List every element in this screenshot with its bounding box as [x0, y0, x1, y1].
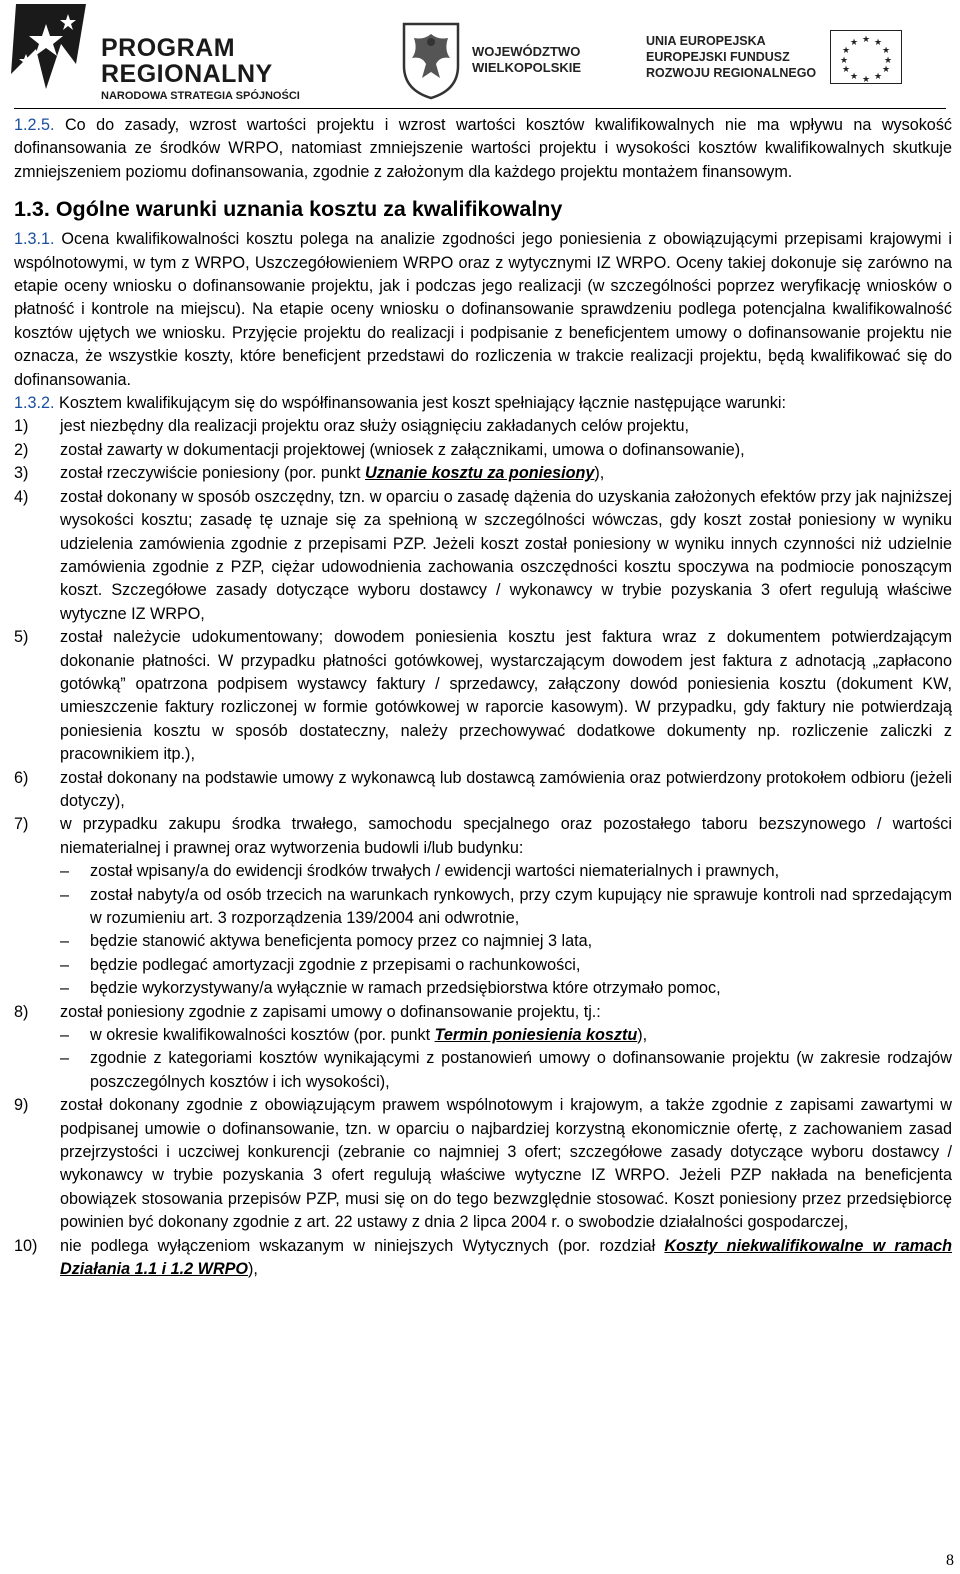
list-index: 6): [14, 768, 29, 787]
sub-item-text: będzie wykorzystywany/a wyłącznie w ramach przedsiębiorstwa które otrzymało pomoc,: [90, 979, 721, 998]
svg-text:★: ★: [881, 65, 891, 75]
sub-item: [60, 884, 952, 931]
dash-marker: –: [60, 955, 70, 974]
paragraph-number: 1.3.2.: [14, 394, 55, 413]
stars-emblem-icon: [6, 4, 96, 104]
program-title-line2: REGIONALNY: [101, 60, 273, 88]
program-title-line1: PROGRAM: [101, 34, 236, 62]
dash-marker: –: [60, 979, 70, 998]
svg-text:★: ★: [849, 38, 859, 48]
svg-text:★: ★: [861, 35, 871, 45]
sub-item-text: został wpisany/a do ewidencji środków trwałych / ewidencji wartości niematerialnych i prawnych,: [90, 862, 780, 881]
paragraph-1-3-1: [14, 228, 952, 392]
svg-text:★: ★: [849, 72, 859, 82]
sub-item: [60, 860, 952, 883]
sub-item: [60, 930, 952, 953]
svg-text:★: ★: [873, 72, 883, 82]
list-item: [14, 767, 952, 814]
list-text-pre: nie podlega wyłączeniom wskazanym w niniejszych Wytycznych (por. rozdział: [60, 1236, 665, 1255]
cross-reference-link[interactable]: Koszty niekwalifikowalne w ramach Działania 1.1 i 1.2 WRPO: [60, 1236, 952, 1279]
section-heading: 1.3. Ogólne warunki uznania kosztu za kwalifikowalny: [14, 197, 563, 222]
paragraph-text: Co do zasady, wzrost wartości projektu i wzrost wartości kosztów kwalifikowalnych nie ma wpływu na wysokość dofinansowania ze środków WRPO, natomiast zmniejszenie wartości projektu i wysokości kosztów kwalifikowalnych skutkuje zmniejszeniem poziomu dofinansowania, zgodnie z założonym dla każdego projektu montażem finansowym.: [14, 116, 953, 181]
list-item: [14, 439, 952, 462]
list-item: [14, 1094, 952, 1234]
sub-item-text-pre: w okresie kwalifikowalności kosztów (por. punkt: [90, 1026, 435, 1045]
list-item: [14, 1235, 952, 1282]
sub-item-text: został nabyty/a od osób trzecich na warunkach rynkowych, przy czym kupujący nie sprawuje kontroli nad sprzedającym w rozumieniu art. 3 rozporządzenia 139/2004 ani odwrotnie,: [90, 885, 952, 927]
list-index: 4): [14, 487, 29, 506]
svg-text:★: ★: [839, 56, 849, 66]
list-text: [60, 462, 952, 485]
sub-item-text-post: ),: [637, 1026, 648, 1045]
svg-text:★: ★: [873, 38, 883, 48]
list-text: [60, 1235, 952, 1282]
sub-item-text: zgodnie z kategoriami kosztów wynikającymi z postanowień umowy o dofinansowanie projektu (w zakresie rodzajów poszczególnych kosztów i ich wysokości),: [90, 1049, 952, 1091]
list-text: został dokonany na podstawie umowy z wykonawcą lub dostawcą zamówienia oraz potwierdzony protokołem odbioru (jeżeli dotyczy),: [60, 768, 952, 810]
wojewodztwo-line2: WIELKOPOLSKIE: [472, 60, 582, 75]
svg-text:★: ★: [841, 46, 851, 56]
dash-marker: –: [60, 862, 70, 881]
dash-marker: –: [60, 1026, 70, 1045]
list-text: jest niezbędny dla realizacji projektu oraz służy osiągnięciu zakładanych celów projektu,: [60, 417, 689, 436]
eu-fund-logo: [640, 22, 950, 102]
list-text-post: ),: [594, 464, 605, 483]
paragraph-number: 1.3.1.: [14, 230, 55, 249]
page-header: [0, 0, 960, 110]
list-item: [14, 813, 952, 1000]
list-index: 2): [14, 440, 29, 459]
paragraph-text: Kosztem kwalifikującym się do współfinansowania jest koszt spełniający łącznie następujące warunki:: [59, 394, 786, 413]
list-text-pre: został rzeczywiście poniesiony (por. punkt: [60, 464, 366, 483]
cross-reference-link[interactable]: Uznanie kosztu za poniesiony: [365, 464, 595, 483]
list-item: [14, 462, 952, 485]
dash-marker: –: [60, 1049, 70, 1068]
list-item: [14, 486, 952, 626]
header-divider: [14, 108, 946, 109]
list-text-main: w przypadku zakupu środka trwałego, samochodu specjalnego oraz pozostałego taboru bezszynowego / wartości niematerialnej i prawnej oraz wytworzenia budowli i/lub budynku:: [60, 815, 952, 857]
list-text: [60, 813, 952, 1000]
eu-flag-icon: [830, 30, 902, 84]
eu-line1: UNIA EUROPEJSKA: [646, 34, 766, 48]
sub-item: [60, 1024, 952, 1047]
list-item: [14, 415, 952, 438]
sub-item-text: będzie stanowić aktywa beneficjenta pomocy przez co najmniej 3 lata,: [90, 932, 593, 951]
paragraph-number: 1.2.5.: [14, 116, 55, 134]
sub-item-text: [90, 1024, 952, 1047]
paragraph-1-2-5: [14, 114, 952, 184]
conditions-list: [14, 415, 952, 1281]
list-item: [14, 1001, 952, 1095]
program-subtitle: NARODOWA STRATEGIA SPÓJNOŚCI: [101, 90, 300, 102]
cross-reference-link[interactable]: Termin poniesienia kosztu: [434, 1026, 638, 1045]
list-index: 8): [14, 1002, 29, 1021]
list-index: 7): [14, 815, 29, 834]
wojewodztwo-logo: [400, 20, 600, 100]
list-text: został dokonany w sposób oszczędny, tzn. w oparciu o zasadę dążenia do uzyskania założonych efektów przy jak najniższej wysokości kosztu; zasadę tę uznaje się za spełnioną w szczególności wówczas, gdy koszt został poniesiony w wyniku udzielenia zamówienia zgodnie z przepisami PZP. Jeżeli koszt został poniesiony w wyniku innych czynności niż udzielnie zamówienia zgodnie z PZP, ciężar udowodnienia zachowania oszczędności kosztu spoczywa na podmiocie ponoszącym koszt. Szczegółowe zasady dotyczące wyboru dostawcy / wykonawcy w trybie pozyskania 3 ofert regulują właściwe wytyczne IZ WRPO,: [60, 487, 952, 623]
list-index: 1): [14, 417, 29, 436]
eu-line2: EUROPEJSKI FUNDUSZ: [646, 50, 790, 64]
sub-item: [60, 1047, 952, 1094]
list-item: [14, 626, 952, 766]
dash-marker: –: [60, 932, 70, 951]
list-text-post: ),: [248, 1260, 258, 1279]
svg-text:★: ★: [881, 46, 891, 56]
paragraph-text: Ocena kwalifikowalności kosztu polega na analizie zgodności jego poniesienia z obowiązującymi przepisami krajowymi i wspólnotowymi, w tym z WRPO, Uszczegółowieniem WRPO oraz z wytycznymi IZ WRPO. Oceny takiej dokonuje się zarówno na etapie oceny wniosku o dofinansowanie projektu, jak i podczas jego realizacji (w szczególności poprzez weryfikację wniosków o płatność i kontrole na miejscu). Na etapie oceny wniosku o dofinansowanie sprawdzeniu podlega potencjalna kwalifikowalność kosztów ujętych we wniosku. Przyjęcie projektu do realizacji i podpisanie z beneficjentem umowy o dofinansowanie projektu nie oznacza, że wszystkie koszty, które beneficjent przedstawi do rozliczenia w trakcie realizacji projektu, będą kwalifikować się do dofinansowania.: [14, 230, 952, 389]
list-text: został należycie udokumentowany; dowodem poniesienia kosztu jest faktura wraz z dokumentem potwierdzającym dokonanie płatności. W przypadku płatności gotówkowej, wystarczającym dowodem jest faktura z adnotacją „zapłacono gotówką” opatrzona podpisem wystawcy faktury / sprzedawcy, załączony dowód poniesienia kosztu (dokument KW, umieszczenie faktury rozliczonej w formie gotówkowej w raporcie kasowym). W przypadku, gdy faktury nie potwierdzają poniesienia kosztu w sposób dostateczny, należy przechowywać dodatkowe dokumenty np. rozliczenie zaliczki z pracownikiem itp.),: [60, 628, 952, 764]
list-index: 10): [14, 1236, 38, 1255]
svg-text:★: ★: [861, 75, 871, 84]
list-index: 9): [14, 1096, 29, 1115]
list-text-main: został poniesiony zgodnie z zapisami umowy o dofinansowanie projektu, tj.:: [60, 1002, 601, 1021]
document-body: [14, 114, 952, 1282]
program-regionalny-logo: [6, 4, 336, 104]
sub-item: [60, 977, 952, 1000]
paragraph-1-3-2: [14, 392, 952, 415]
svg-text:★: ★: [883, 56, 893, 66]
list-text: [60, 1001, 952, 1095]
list-text: został zawarty w dokumentacji projektowej (wniosek z załącznikami, umowa o dofinansowanie),: [60, 440, 745, 459]
eagle-crest-icon: [400, 20, 462, 100]
list-index: 5): [14, 628, 29, 647]
eu-line3: ROZWOJU REGIONALNEGO: [646, 66, 817, 80]
wojewodztwo-line1: WOJEWÓDZTWO: [472, 44, 581, 59]
list-index: 3): [14, 464, 29, 483]
sub-item: [60, 954, 952, 977]
svg-text:★: ★: [841, 65, 851, 75]
page-number: 8: [946, 1552, 954, 1569]
dash-marker: –: [60, 885, 70, 904]
sub-item-text: będzie podlegać amortyzacji zgodnie z przepisami o rachunkowości,: [90, 955, 581, 974]
list-text: został dokonany zgodnie z obowiązującym prawem wspólnotowym i krajowym, a także zgodnie z zapisami zawartymi w podpisanej umowie o dofinansowanie, tzn. w oparciu o najbardziej korzystną ekonomicznie ofertę, z zachowaniem zasad przejrzystości i uczciwej konkurencji (zebranie co najmniej 3 ofert; szczegółowe zasady dotyczące wyboru dostawcy / wykonawcy w trybie pozyskania 3 ofert regulują właściwe wytyczne IZ WRPO. Jeżeli PZP nakłada na beneficjenta obowiązek stosowania przepisów PZP, musi się on do tego bezwzględnie stosować. Koszt poniesiony przez przedsiębiorcę powinien być dokonany zgodnie z art. 22 ustawy z dnia 2 lipca 2004 r. o swobodzie działalności gospodarczej,: [60, 1096, 952, 1232]
